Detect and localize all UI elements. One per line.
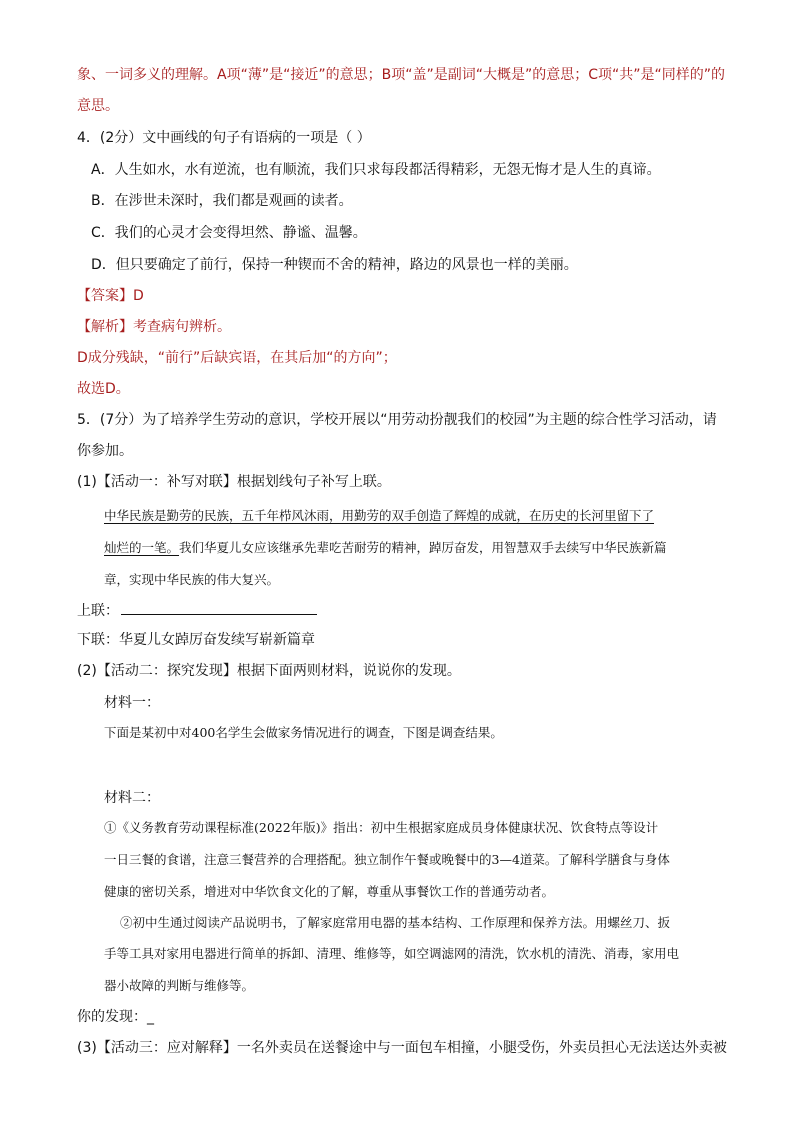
passage-line	[104, 507, 654, 525]
activity-3-heading: (3)【活动三：应对解释】一名外卖员在送餐途中与一面包车相撞，小腿受伤，外卖员担心无法送达外卖被	[77, 1040, 727, 1056]
material-1-text: 下面是某初中对400名学生会做家务情况进行的调查，下图是调查结果。	[104, 725, 503, 740]
underlined-sentence: 灿烂的一笔。	[104, 540, 180, 555]
option-b: B．在涉世未深时，我们都是观画的读者。	[91, 193, 353, 209]
underlined-sentence: 中华民族是勤劳的民族，五千年栉风沐雨，用勤劳的双手创造了辉煌的成就，在历史的长河里留下了	[104, 508, 655, 523]
question-4-stem: 4．(2分）文中画线的句子有语病的一项是（ ）	[77, 130, 371, 146]
material-2-para-1: ①《义务教育劳动课程标准(2022年版)》指出：初中生根据家庭成员身体健康状况、饮食特点等设计	[104, 820, 659, 835]
option-c: C．我们的心灵才会变得坦然、静谧、温馨。	[91, 225, 367, 241]
activity-1-heading: (1)【活动一：补写对联】根据划线句子补写上联。	[77, 474, 391, 490]
analysis-label: 【解析】考查病句辨析。	[77, 319, 231, 335]
passage-line	[104, 539, 667, 557]
analysis-line: 意思。	[77, 98, 119, 114]
passage-text: 我们华夏儿女应该继承先辈吃苦耐劳的精神，踔厉奋发，用智慧双手去续写中华民族新篇	[179, 540, 667, 555]
passage-line: 章，实现中华民族的伟大复兴。	[104, 572, 280, 587]
upper-couplet-row	[77, 600, 317, 620]
material-2-para-1: 健康的密切关系，增进对中华饮食文化的了解，尊重从事餐饮工作的普通劳动者。	[104, 884, 555, 899]
material-2-para-1: 一日三餐的食谱，注意三餐营养的合理搭配。独立制作午餐或晚餐中的3—4道菜。了解科学膳食与身体	[104, 852, 670, 867]
material-2-para-2: 手等工具对家用电器进行简单的拆卸、清理、维修等，如空调滤网的清洗，饮水机的清洗、消毒，家用电	[104, 946, 680, 961]
question-5-stem: 5．(7分）为了培养学生劳动的意识，学校开展以“用劳动扮靓我们的校园”为主题的综合性学习活动，请	[77, 412, 717, 428]
option-d: D．但只要确定了前行，保持一种锲而不舍的精神，路边的风景也一样的美丽。	[91, 257, 578, 273]
option-a: A．人生如水，水有逆流，也有顺流，我们只求每段都活得精彩，无怨无悔才是人生的真谛。	[91, 162, 661, 178]
question-5-stem: 你参加。	[77, 443, 133, 459]
analysis-line: 故选D。	[77, 381, 130, 397]
analysis-line: D成分残缺，“前行”后缺宾语，在其后加“的方向”；	[77, 350, 397, 366]
material-2-title: 材料二：	[104, 790, 160, 806]
activity-2-heading: (2)【活动二：探究发现】根据下面两则材料，说说你的发现。	[77, 663, 461, 679]
upper-couplet-blank[interactable]	[121, 600, 317, 615]
upper-couplet-label: 上联：	[77, 603, 119, 619]
material-2-para-2: ②初中生通过阅读产品说明书，了解家庭常用电器的基本结构、工作原理和保养方法。用螺丝刀、扳	[120, 915, 671, 930]
lower-couplet: 下联：华夏儿女踔厉奋发续写崭新篇章	[77, 632, 315, 648]
material-2-para-2: 器小故障的判断与维修等。	[104, 978, 255, 993]
material-1-title: 材料一：	[104, 695, 160, 711]
finding-prompt[interactable]: 你的发现：_	[77, 1009, 154, 1025]
answer: 【答案】D	[77, 288, 144, 304]
analysis-line: 象、一词多义的理解。A项“薄”是“接近”的意思；B项“盖”是副词“大概是”的意思；C项“共”是“同样的”的	[77, 67, 725, 83]
